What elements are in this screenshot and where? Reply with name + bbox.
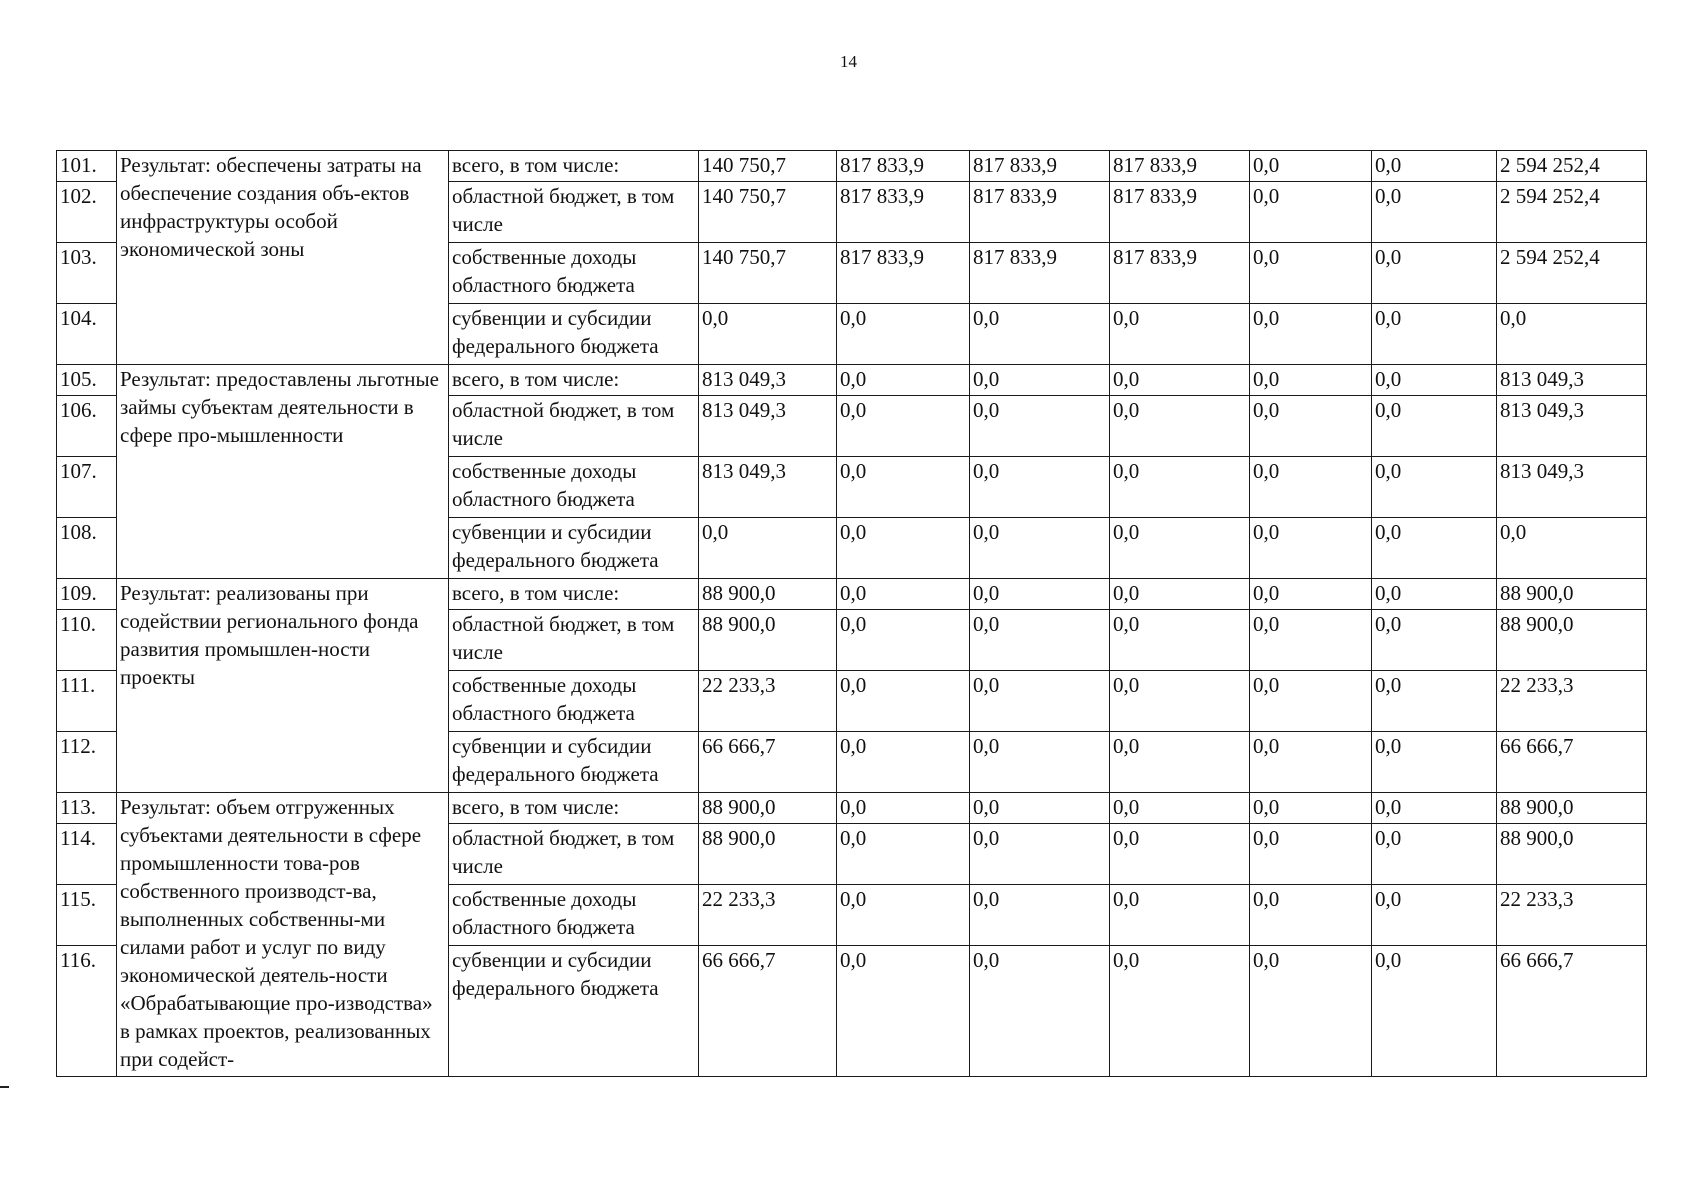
row-number: 106.: [57, 396, 117, 457]
table-row: [57, 365, 1647, 396]
row-number: 116.: [57, 946, 117, 1077]
value-cell: 22 233,3: [699, 885, 837, 946]
value-cell: 0,0: [1250, 182, 1372, 243]
value-cell: 0,0: [1372, 610, 1497, 671]
funding-source: всего, в том числе:: [449, 365, 699, 396]
value-cell: 0,0: [837, 457, 970, 518]
value-cell: 0,0: [970, 824, 1110, 885]
page-number: 14: [840, 52, 857, 71]
value-total: 2 594 252,4: [1497, 182, 1647, 243]
value-cell: 0,0: [1110, 579, 1250, 610]
funding-source: собственные доходы областного бюджета: [449, 243, 699, 304]
funding-source: субвенции и субсидии федерального бюджета: [449, 732, 699, 793]
value-cell: 0,0: [1250, 243, 1372, 304]
funding-source: областной бюджет, в том числе: [449, 610, 699, 671]
funding-source: собственные доходы областного бюджета: [449, 457, 699, 518]
row-number: 101.: [57, 151, 117, 182]
row-number: 104.: [57, 304, 117, 365]
row-number: 112.: [57, 732, 117, 793]
value-cell: 817 833,9: [970, 182, 1110, 243]
value-cell: 0,0: [1372, 671, 1497, 732]
funding-source: областной бюджет, в том числе: [449, 824, 699, 885]
value-cell: 0,0: [1110, 518, 1250, 579]
value-cell: 813 049,3: [699, 396, 837, 457]
value-cell: 0,0: [837, 793, 970, 824]
row-number: 114.: [57, 824, 117, 885]
value-cell: 817 833,9: [970, 151, 1110, 182]
value-cell: 0,0: [1110, 885, 1250, 946]
value-cell: 0,0: [837, 365, 970, 396]
value-cell: 0,0: [1250, 151, 1372, 182]
value-cell: 88 900,0: [699, 579, 837, 610]
funding-source: областной бюджет, в том числе: [449, 396, 699, 457]
value-cell: 0,0: [1110, 732, 1250, 793]
value-cell: 0,0: [1250, 885, 1372, 946]
value-cell: 0,0: [970, 365, 1110, 396]
value-total: 66 666,7: [1497, 732, 1647, 793]
value-cell: 813 049,3: [699, 457, 837, 518]
value-cell: 88 900,0: [699, 824, 837, 885]
value-cell: 0,0: [1250, 365, 1372, 396]
result-description: Результат: предоставлены льготные займы субъектам деятельности в сфере про-мышленности: [117, 365, 449, 579]
value-cell: 813 049,3: [699, 365, 837, 396]
value-cell: 0,0: [1372, 182, 1497, 243]
value-cell: 817 833,9: [970, 243, 1110, 304]
value-cell: 0,0: [1372, 946, 1497, 1077]
table-row: [57, 151, 1647, 182]
value-total: 0,0: [1497, 304, 1647, 365]
value-cell: 66 666,7: [699, 946, 837, 1077]
value-total: 2 594 252,4: [1497, 151, 1647, 182]
value-cell: 817 833,9: [1110, 182, 1250, 243]
value-cell: 0,0: [837, 610, 970, 671]
value-cell: 0,0: [1372, 579, 1497, 610]
value-cell: 0,0: [970, 732, 1110, 793]
value-cell: 88 900,0: [699, 793, 837, 824]
funding-source: всего, в том числе:: [449, 151, 699, 182]
row-number: 103.: [57, 243, 117, 304]
value-cell: 0,0: [1372, 304, 1497, 365]
value-cell: 0,0: [970, 793, 1110, 824]
value-total: 813 049,3: [1497, 365, 1647, 396]
row-number: 108.: [57, 518, 117, 579]
value-cell: 0,0: [1372, 151, 1497, 182]
value-cell: 66 666,7: [699, 732, 837, 793]
value-cell: 0,0: [1372, 732, 1497, 793]
value-cell: 0,0: [699, 304, 837, 365]
value-cell: 0,0: [837, 304, 970, 365]
value-cell: 0,0: [970, 671, 1110, 732]
value-cell: 0,0: [1372, 396, 1497, 457]
value-cell: 0,0: [1110, 457, 1250, 518]
value-cell: 140 750,7: [699, 182, 837, 243]
row-number: 111.: [57, 671, 117, 732]
value-cell: 0,0: [1110, 304, 1250, 365]
value-cell: 140 750,7: [699, 243, 837, 304]
value-cell: 0,0: [1250, 946, 1372, 1077]
value-cell: 0,0: [1110, 793, 1250, 824]
funding-source: субвенции и субсидии федерального бюджета: [449, 518, 699, 579]
value-cell: 0,0: [970, 304, 1110, 365]
value-total: 88 900,0: [1497, 824, 1647, 885]
value-cell: 0,0: [970, 610, 1110, 671]
row-number: 107.: [57, 457, 117, 518]
table-body: [57, 151, 1647, 1077]
result-description: Результат: обеспечены затраты на обеспечение создания объ-ектов инфраструктуры особой экономической зоны: [117, 151, 449, 365]
value-cell: 0,0: [1250, 396, 1372, 457]
value-cell: 22 233,3: [699, 671, 837, 732]
value-cell: 0,0: [1110, 610, 1250, 671]
value-cell: 0,0: [1250, 304, 1372, 365]
value-cell: 0,0: [970, 885, 1110, 946]
value-total: 0,0: [1497, 518, 1647, 579]
value-cell: 0,0: [1372, 243, 1497, 304]
funding-source: всего, в том числе:: [449, 793, 699, 824]
value-cell: 0,0: [1372, 824, 1497, 885]
row-number: 110.: [57, 610, 117, 671]
value-total: 2 594 252,4: [1497, 243, 1647, 304]
value-cell: 0,0: [970, 579, 1110, 610]
value-total: 813 049,3: [1497, 457, 1647, 518]
value-cell: 0,0: [1372, 365, 1497, 396]
row-number: 109.: [57, 579, 117, 610]
row-number: 115.: [57, 885, 117, 946]
value-cell: 817 833,9: [1110, 243, 1250, 304]
value-cell: 0,0: [837, 671, 970, 732]
value-cell: 0,0: [1250, 610, 1372, 671]
value-cell: 817 833,9: [1110, 151, 1250, 182]
table-row: [57, 793, 1647, 824]
row-number: 105.: [57, 365, 117, 396]
value-cell: 0,0: [970, 396, 1110, 457]
value-cell: 817 833,9: [837, 151, 970, 182]
value-cell: 0,0: [970, 457, 1110, 518]
value-total: 22 233,3: [1497, 885, 1647, 946]
value-cell: 0,0: [1372, 518, 1497, 579]
value-cell: 0,0: [1372, 457, 1497, 518]
value-cell: 0,0: [837, 579, 970, 610]
value-cell: 0,0: [970, 946, 1110, 1077]
value-cell: 0,0: [699, 518, 837, 579]
value-total: 813 049,3: [1497, 396, 1647, 457]
value-cell: 0,0: [1250, 518, 1372, 579]
value-total: 88 900,0: [1497, 610, 1647, 671]
row-number: 102.: [57, 182, 117, 243]
value-cell: 0,0: [1110, 671, 1250, 732]
result-description: Результат: объем отгруженных субъектами деятельности в сфере промышленности това-ров собственного производст-ва, выполненных собственны-ми силами работ и услуг по виду экономической деятель-ности «Обрабатывающие про-изводства» в рамках проектов, реализованных при содейст-: [117, 793, 449, 1077]
funding-source: областной бюджет, в том числе: [449, 182, 699, 243]
margin-mark: [0, 1086, 9, 1088]
value-cell: 0,0: [837, 396, 970, 457]
value-cell: 0,0: [1110, 946, 1250, 1077]
value-cell: 0,0: [1110, 365, 1250, 396]
value-cell: 817 833,9: [837, 243, 970, 304]
value-cell: 0,0: [1250, 824, 1372, 885]
funding-source: всего, в том числе:: [449, 579, 699, 610]
funding-source: собственные доходы областного бюджета: [449, 885, 699, 946]
row-number: 113.: [57, 793, 117, 824]
value-cell: 0,0: [837, 824, 970, 885]
table-row: [57, 579, 1647, 610]
value-cell: 0,0: [1110, 396, 1250, 457]
value-cell: 0,0: [1372, 885, 1497, 946]
value-cell: 0,0: [837, 518, 970, 579]
value-cell: 0,0: [1372, 793, 1497, 824]
value-cell: 0,0: [837, 732, 970, 793]
funding-source: субвенции и субсидии федерального бюджета: [449, 946, 699, 1077]
budget-table: [56, 150, 1647, 1077]
value-cell: 0,0: [837, 946, 970, 1077]
value-cell: 0,0: [1250, 579, 1372, 610]
value-total: 66 666,7: [1497, 946, 1647, 1077]
value-cell: 0,0: [1250, 732, 1372, 793]
value-cell: 817 833,9: [837, 182, 970, 243]
value-total: 88 900,0: [1497, 579, 1647, 610]
value-total: 88 900,0: [1497, 793, 1647, 824]
value-cell: 88 900,0: [699, 610, 837, 671]
value-cell: 0,0: [1250, 457, 1372, 518]
value-cell: 0,0: [1110, 824, 1250, 885]
value-cell: 0,0: [837, 885, 970, 946]
value-cell: 0,0: [1250, 671, 1372, 732]
value-cell: 0,0: [1250, 793, 1372, 824]
value-total: 22 233,3: [1497, 671, 1647, 732]
value-cell: 140 750,7: [699, 151, 837, 182]
funding-source: субвенции и субсидии федерального бюджета: [449, 304, 699, 365]
funding-source: собственные доходы областного бюджета: [449, 671, 699, 732]
value-cell: 0,0: [970, 518, 1110, 579]
result-description: Результат: реализованы при содействии регионального фонда развития промышлен-ности проекты: [117, 579, 449, 793]
